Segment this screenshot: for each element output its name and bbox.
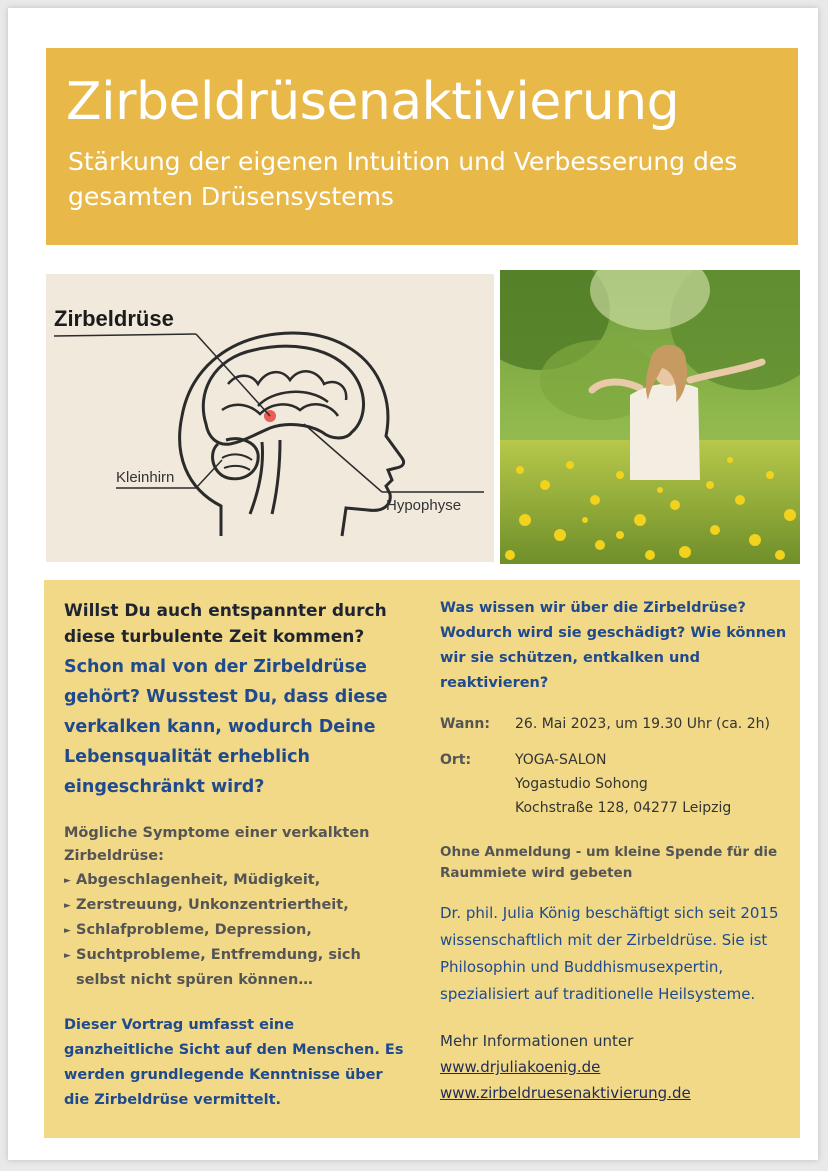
list-item: ► Zerstreuung, Unkonzentriertheit, (64, 893, 404, 918)
meadow-illustration (500, 270, 800, 564)
event-details (440, 712, 770, 820)
venue-address: Kochstraße 128, 04277 Leipzig (515, 800, 732, 816)
topic-questions: Was wissen wir über die Zirbeldrüse? Wodurch wird sie geschädigt? Wie können wir sie schützen, entkalken und reaktivieren? (440, 600, 787, 691)
where-label: Ort: (440, 752, 472, 768)
pointer-line-hypophyse (304, 424, 382, 492)
brain-gyri-lower (222, 404, 338, 416)
where-value (515, 748, 770, 820)
woman-meadow-photo (500, 270, 800, 564)
pointer-line-zirbeldruese-h (54, 334, 196, 336)
link-drjuliakoenig[interactable]: www.drjuliakoenig.de (440, 1058, 601, 1076)
symptoms-list (64, 868, 404, 993)
page-title: Zirbeldrüsenaktivierung (66, 72, 680, 132)
list-item: ► Schlafprobleme, Depression, (64, 918, 404, 943)
label-kleinhirn: Kleinhirn (116, 469, 175, 486)
brain-outline (203, 346, 363, 444)
venue-name: YOGA-SALON (515, 752, 607, 768)
list-item: ► Abgeschlagenheit, Müdigkeit, (64, 868, 404, 893)
brain-diagram-illustration (46, 274, 494, 562)
bullet-icon: ► (64, 926, 71, 936)
page-subtitle: Stärkung der eigenen Intuition und Verbesserung des gesamten Drüsensystems (68, 147, 738, 211)
header-banner (46, 48, 798, 245)
bullet-icon: ► (64, 951, 71, 961)
more-info-label: Mehr Informationen unter (440, 1032, 634, 1050)
registration-note: Ohne Anmeldung - um kleine Spende für die Raummiete wird gebeten (440, 844, 778, 881)
list-item: ► Suchtprobleme, Entfremdung, sich selbst nicht spüren können… (64, 943, 404, 993)
bullet-icon: ► (64, 876, 71, 886)
head-outline (180, 333, 404, 536)
label-hypophyse: Hypophyse (386, 497, 462, 514)
main-question: Schon mal von der Zirbeldrüse gehört? Wusstest Du, dass diese verkalken kann, wodurch Deine Lebensqualität erheblich eingeschränkt wird? (64, 657, 388, 797)
link-zirbeldruesenaktivierung[interactable]: www.zirbeldruesenaktivierung.de (440, 1084, 691, 1102)
symptoms-title: Mögliche Symptome einer verkalkten Zirbeldrüse: (64, 825, 370, 864)
when-value: 26. Mai 2023, um 19.30 Uhr (ca. 2h) (515, 716, 770, 732)
info-left-column (64, 598, 404, 1113)
venue-studio: Yogastudio Sohong (515, 776, 648, 792)
bullet-icon: ► (64, 901, 71, 911)
when-label: Wann: (440, 716, 490, 732)
brain-stem (250, 440, 280, 514)
label-zirbeldruese: Zirbeldrüse (54, 306, 174, 331)
info-right-column (440, 596, 790, 1106)
speaker-bio: Dr. phil. Julia König beschäftigt sich seit 2015 wissenschaftlich mit der Zirbeldrüse. Sie ist Philosophin und Buddhismusexpertin, spezialisiert auf traditionelle Heilsysteme. (440, 904, 779, 1003)
brain-diagram (46, 274, 494, 562)
brain-gyri (228, 371, 346, 400)
intro-question: Willst Du auch entspannter durch diese turbulente Zeit kommen? (64, 601, 387, 647)
lecture-summary: Dieser Vortrag umfasst eine ganzheitliche Sicht auf den Menschen. Es werden grundlegende Kenntnisse über die Zirbeldrüse vermittelt. (64, 1017, 404, 1108)
info-panel (44, 580, 800, 1138)
flyer-page (8, 8, 818, 1160)
cerebellum-folds (222, 454, 252, 470)
